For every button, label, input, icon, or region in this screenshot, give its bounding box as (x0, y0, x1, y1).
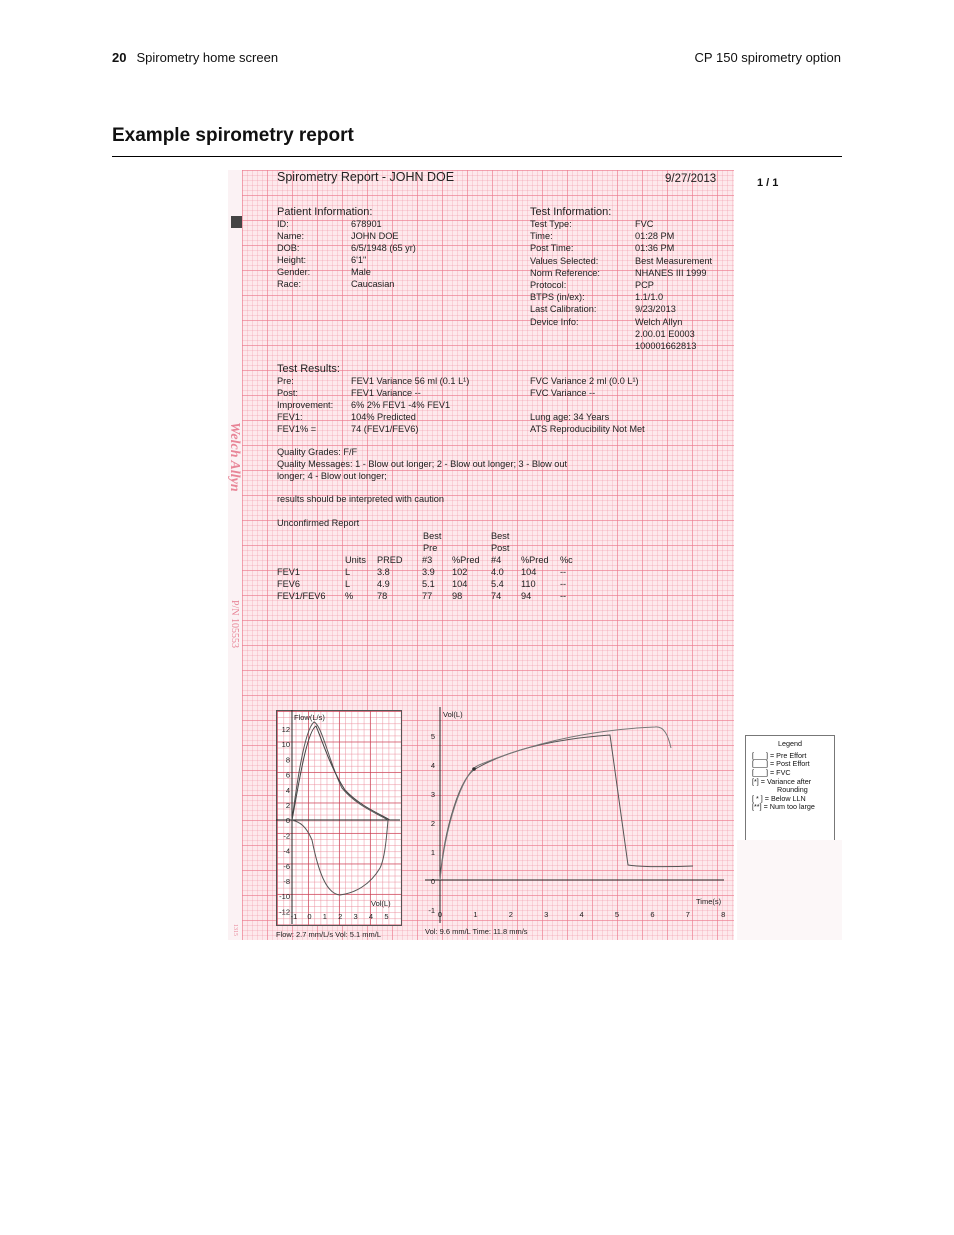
legend-item: [**] = Num too large (752, 802, 815, 812)
test-info-value: FVC (635, 219, 654, 229)
quality-messages-line1: Quality Messages: 1 - Blow out longer; 2 - Blow out longer; 3 - Blow out (277, 459, 568, 469)
legend-box (745, 735, 835, 842)
patient-label: ID: (277, 219, 289, 229)
vol-xtick: 0 (437, 910, 443, 919)
quality-grades: Quality Grades: F/F (277, 447, 358, 457)
result-right: FVC Variance -- (530, 388, 596, 398)
result-value: 74 (FEV1/FEV6) (351, 424, 419, 434)
legend-item: Rounding (777, 785, 808, 795)
report-pager: 1 / 1 (757, 177, 779, 189)
table-cell: 4.9 (377, 579, 390, 589)
caution-text: results should be interpreted with caution (277, 494, 445, 504)
legend-item: [ * ] = Below LLN (752, 793, 806, 803)
test-info-value: 100001662813 (635, 341, 697, 351)
flow-xtick: 1 (322, 912, 327, 921)
vol-ytick: 4 (430, 761, 435, 770)
vol-ytick: 1 (430, 848, 435, 857)
results-heading: Test Results: (277, 363, 340, 375)
legend-title: Legend (778, 739, 802, 748)
test-info-label: Device Info: (530, 316, 579, 327)
vol-xtick: 6 (650, 910, 655, 919)
vol-xtick: 4 (579, 910, 584, 919)
test-info-label: Last Calibration: (530, 304, 597, 315)
result-right: FVC Variance 2 ml (0.0 L¹) (530, 376, 639, 386)
flow-ytick: -2 (283, 831, 290, 841)
patient-label: Race: (277, 279, 302, 289)
patient-label: Name: (277, 231, 305, 241)
table-cell: 102 (452, 567, 468, 577)
vol-xtick: 5 (614, 910, 620, 919)
section-name: Spirometry home screen (136, 50, 279, 65)
patient-value: 6'1" (351, 255, 367, 265)
flow-ytick: -12 (279, 907, 290, 917)
flow-ytick: -6 (283, 861, 290, 871)
legend-item: [*] = Variance after (752, 776, 812, 786)
table-cell: -- (560, 567, 567, 577)
product-name: CP 150 spirometry option (694, 50, 841, 65)
table-header: Units (345, 555, 366, 565)
table-best-post-2: Post (491, 543, 510, 553)
table-cell: 3.8 (377, 567, 390, 577)
patient-heading: Patient Information: (277, 206, 373, 218)
vol-xtick: 1 (473, 910, 478, 919)
test-info-value: PCP (635, 280, 654, 290)
vol-xtick: 2 (508, 910, 513, 919)
table-best-pre-1: Best (423, 531, 442, 541)
flow-xlabel: Vol(L) (371, 899, 391, 908)
test-info-value: 1.1/1.0 (635, 292, 664, 303)
table-cell: 74 (491, 591, 502, 601)
flow-xtick: 5 (384, 912, 389, 921)
vol-caption: Vol: 9.6 mm/L Time: 11.8 mm/s (425, 927, 528, 936)
table-best-pre-2: Pre (423, 543, 438, 553)
test-info-label: Protocol: (530, 280, 567, 290)
test-info-value: 2.00.01 E0003 (635, 328, 695, 339)
table-cell: FEV6 (277, 579, 300, 589)
patient-value: Male (351, 267, 371, 277)
test-info-value: Welch Allyn (635, 316, 683, 327)
table-cell: 5.4 (491, 579, 504, 589)
result-label: Pre: (277, 376, 294, 386)
table-cell: -- (560, 579, 567, 589)
doc-title: Example spirometry report (112, 125, 354, 146)
table-cell: FEV1 (277, 567, 300, 577)
patient-label: Height: (277, 255, 307, 265)
patient-value: Caucasian (351, 279, 395, 289)
vol-xtick: 8 (721, 910, 726, 919)
flow-ytick: -8 (283, 877, 290, 886)
part-number: P/N 105553 (229, 600, 240, 649)
patient-value: JOHN DOE (351, 231, 399, 241)
table-cell: 104 (521, 567, 537, 577)
table-header: %Pred (521, 555, 549, 565)
flow-ytick: -10 (279, 892, 290, 902)
blank-panel (737, 840, 842, 940)
table-cell: 4.0 (491, 567, 504, 577)
flow-ylabel: Flow(L/s) (294, 713, 325, 722)
test-info-value: Best Measurement (635, 255, 713, 266)
flow-xtick: 3 (353, 912, 358, 921)
result-label: Post: (277, 388, 298, 398)
table-cell: 78 (377, 591, 388, 601)
patient-value: 678901 (351, 219, 382, 229)
test-info-label: Values Selected: (530, 255, 599, 266)
test-info-label: Time: (530, 231, 553, 242)
result-value: 6% 2% FEV1 -4% FEV1 (351, 400, 451, 410)
patient-label: Gender: (277, 267, 311, 277)
test-info-value: 9/23/2013 (635, 304, 676, 315)
report-date: 9/27/2013 (665, 173, 717, 185)
table-cell: L (345, 567, 351, 577)
flow-caption: Flow: 2.7 mm/L/s Vol: 5.1 mm/L (276, 930, 382, 939)
vol-ytick: 5 (430, 732, 435, 741)
legend-items (746, 752, 834, 812)
quality-messages-line2: longer; 4 - Blow out longer; (277, 471, 387, 481)
vol-ylabel: Vol(L) (443, 710, 463, 719)
test-info-value: 01:36 PM (635, 243, 675, 254)
page-number: 20 (112, 50, 127, 65)
test-info-label: Norm Reference: (530, 267, 600, 278)
flow-ytick: 8 (285, 755, 290, 765)
result-value: 104% Predicted (351, 412, 416, 422)
legend-item: [___] = Post Effort (752, 759, 810, 769)
result-right: Lung age: 34 Years (530, 412, 610, 422)
flow-xtick: 0 (307, 912, 312, 921)
vol-ytick: 0 (430, 877, 435, 886)
table-cell: 94 (521, 591, 532, 601)
test-info-value: 01:28 PM (635, 231, 675, 242)
result-right: ATS Reproducibility Not Met (530, 424, 645, 434)
table-cell: 110 (521, 579, 536, 589)
vol-ytick: 2 (430, 819, 435, 828)
patient-value: 6/5/1948 (65 yr) (351, 243, 416, 253)
result-label: FEV1% = (277, 424, 317, 434)
flow-xtick: -1 (290, 912, 298, 921)
legend-item: [___] = FVC (752, 767, 791, 777)
vol-ytick: -1 (428, 906, 435, 915)
table-cell: 104 (452, 579, 468, 589)
result-value: FEV1 Variance -- (351, 388, 421, 398)
result-label: Improvement: (277, 400, 334, 410)
flow-ytick: 6 (285, 770, 290, 780)
flow-xtick: 2 (338, 912, 343, 921)
result-label: FEV1: (277, 412, 303, 422)
table-cell: -- (560, 591, 567, 601)
flow-ytick: -4 (283, 846, 290, 856)
flow-xtick: 4 (368, 912, 374, 921)
flow-ytick: 0 (285, 816, 290, 826)
table-header: #3 (422, 555, 433, 565)
test-info-label: Test Type: (530, 219, 572, 229)
test-info-value: NHANES III 1999 (635, 267, 707, 278)
unconfirmed-label: Unconfirmed Report (277, 518, 360, 528)
flow-ytick: 4 (285, 785, 290, 795)
test-info-label: Post Time: (530, 243, 574, 254)
test-info-label: BTPS (in/ex): (530, 292, 585, 303)
vol-xlabel: Time(s) (696, 897, 722, 906)
vol-xtick: 7 (685, 910, 690, 919)
test-info-heading: Test Information: (530, 206, 612, 218)
table-header: PRED (377, 555, 403, 565)
report-title: Spirometry Report - JOHN DOE (277, 170, 455, 184)
table-header: #4 (491, 555, 502, 565)
welch-allyn-logo: Welch Allyn (227, 422, 242, 492)
flow-ytick: 2 (285, 801, 290, 810)
legend-item: [___] = Pre Effort (752, 750, 807, 760)
flow-ytick: 10 (281, 740, 290, 750)
table-cell: 98 (452, 591, 463, 601)
table-cell: 5.1 (422, 579, 435, 589)
flow-ytick: 12 (281, 725, 290, 734)
table-header: %c (560, 555, 573, 565)
vol-ytick: 3 (430, 790, 435, 799)
table-cell: FEV1/FEV6 (277, 591, 326, 601)
vol-xtick: 3 (544, 910, 549, 919)
table-header: %Pred (452, 555, 480, 565)
result-value: FEV1 Variance 56 ml (0.1 L¹) (351, 376, 470, 386)
tiny-code: 1315 (232, 924, 238, 936)
table-best-post-1: Best (491, 531, 510, 541)
table-cell: 77 (422, 591, 433, 601)
table-cell: % (345, 591, 354, 601)
table-cell: 3.9 (422, 567, 435, 577)
patient-label: DOB: (277, 243, 300, 253)
table-cell: L (345, 579, 351, 589)
